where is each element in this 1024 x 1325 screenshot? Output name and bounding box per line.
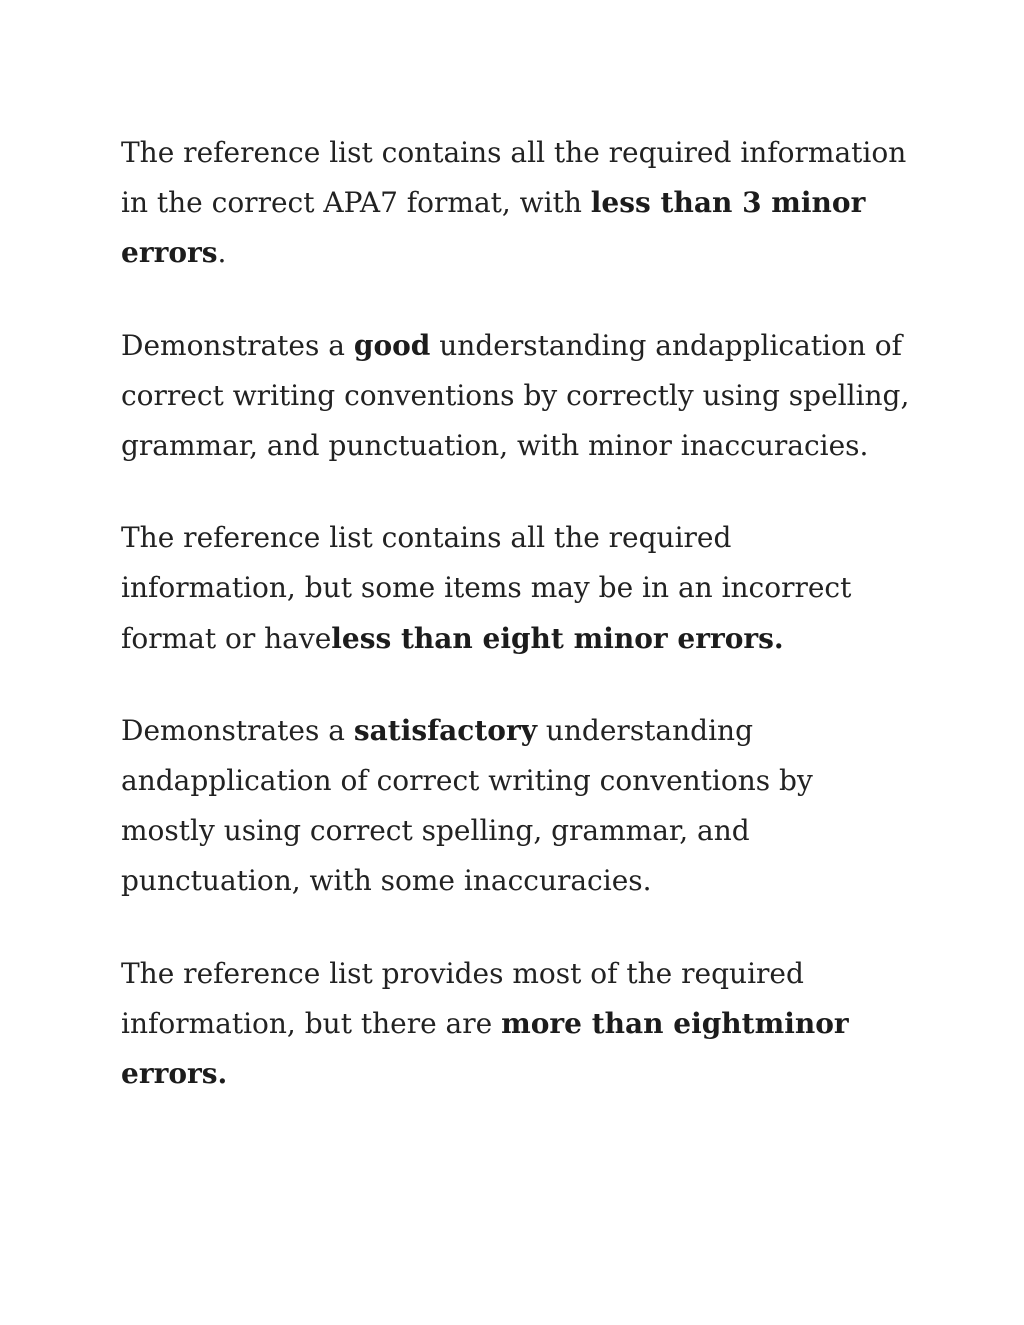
emphasis-text: less than 3 minor errors — [121, 186, 866, 270]
emphasis-text: more than eightminor errors. — [121, 1006, 849, 1091]
text-segment: Demonstrates a — [121, 328, 354, 362]
emphasis-text: less than eight minor errors. — [331, 621, 784, 655]
text-segment: The reference list contains all the required information, but some items may be in an incorrect format or have — [121, 521, 852, 655]
document-body — [121, 128, 911, 1141]
text-segment: The reference list contains all the required information in the correct APA7 format, with — [121, 136, 907, 220]
emphasis-text: good — [353, 328, 431, 362]
paragraph-reference-eight-errors — [121, 513, 911, 664]
paragraph-reference-more-errors — [121, 949, 911, 1100]
text-segment: Demonstrates a — [121, 713, 354, 747]
paragraph-satisfactory-conventions — [121, 706, 911, 907]
emphasis-text: satisfactory — [353, 713, 537, 747]
paragraph-apa7-criteria — [121, 128, 911, 279]
text-segment: understanding andapplication of correct writing conventions by correctly using spelling, grammar, and punctuation, with minor inaccuracies. — [121, 328, 910, 463]
paragraph-good-conventions — [121, 321, 911, 472]
text-segment: understanding andapplication of correct writing conventions by mostly using correct spelling, grammar, and punctuation, with some inaccuracies. — [121, 713, 813, 898]
text-segment: . — [217, 236, 227, 270]
text-segment: The reference list provides most of the required information, but there are — [121, 956, 804, 1040]
